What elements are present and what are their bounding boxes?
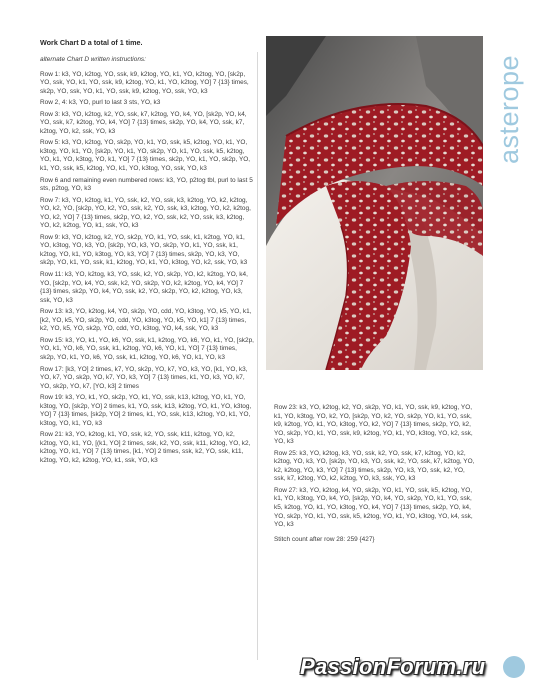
instruction-row: Row 25: k3, YO, k2tog, k3, YO, ssk, k2, YO, ssk, k7, k2tog, YO, k2, k2tog, YO, k3, YO, [sk2p, YO, k3, YO, ssk, k2, YO, ssk, k7, k2tog, YO, k2, k2tog, YO, k3, YO] 7 {13} times, sk2p, YO, k3, YO, ssk, k2, YO, ssk, k7, k2tog, YO, k2, k2tog, YO, k3, ssk, YO, k3 [274, 449, 475, 483]
instruction-row: Row 19: k3, YO, k1, YO, sk2p, YO, k1, YO, ssk, k13, k2tog, YO, k1, YO, k3tog, YO, [sk2p, YO] 2 times, k1, YO, ssk, k13, k2tog, YO, k1, YO, k3tog, YO] 7 {13} times, [sk2p, YO] 2 times, k1, YO, ssk, k13, k2tog, YO, k1, YO, k3tog, YO, k1, YO, k3 [40, 394, 252, 427]
instruction-row: Row 1: k3, YO, k2tog, YO, ssk, k9, k2tog, YO, k1, YO, k2tog, YO, [sk2p, YO, ssk, YO, k1, YO, ssk, k9, k2tog, YO, k1, YO, k2tog, YO] 7 {13} times, sk2p, YO, ssk, YO, k1, YO, ssk, k9, k2tog, YO, ssk, YO, k3 [40, 70, 249, 95]
instruction-row: Row 27: k3, YO, k2tog, k4, YO, sk2p, YO, k1, YO, ssk, k5, k2tog, YO, k1, YO, k3tog, YO, k4, YO, [sk2p, YO, k4, YO, sk2p, YO, k1, YO, ssk, k5, k2tog, YO, k1, YO, k3tog, YO, k4, YO] 7 {13} times, sk2p, YO, k4, YO, sk2p, YO, k1, YO, ssk, k5, k2tog, YO, k1, YO, k3tog, YO, k4, ssk, YO, k3 [274, 486, 473, 529]
pattern-title [494, 14, 524, 164]
right-instructions [274, 404, 478, 547]
instruction-row: Row 5: k3, YO, k2tog, YO, sk2p, YO, k1, YO, ssk, k5, k2tog, YO, k1, YO, k3tog, YO, k1, YO, [sk2p, YO, k1, YO, sk2p, YO, k1, YO, ssk, k5, k2tog, YO, k1, YO, k3tog, YO, k1, YO] 7 {13} times, sk2p, YO, k1, YO, sk2p, YO, k1, YO, ssk, k5, k2tog, YO, k1, YO, k3tog, YO, ssk, YO, k3 [40, 139, 251, 173]
site-watermark: PassionForum.ru [300, 654, 486, 679]
stitch-count: Stitch count after row 28: 259 {427} [274, 535, 375, 543]
instruction-row: Row 21: k3, YO, k2tog, k1, YO, ssk, k2, YO, ssk, k11, k2tog, YO, k2, k2tog, YO, k1, YO, [(k1, YO] 2 times, ssk, k2, YO, ssk, k11, k2tog, YO, k2, k2tog, YO, k1, YO] 7 {13} times, [k1, YO] 2 times, ssk, k2, YO, ssk, k11, k2tog, YO, k2, k2tog, YO, k1, ssk, YO, k3 [40, 431, 251, 464]
instruction-row: Row 3: k3, YO, k2tog, k2, YO, ssk, k7, k2tog, YO, k4, YO, [sk2p, YO, k4, YO, ssk, k7, k2tog, YO, k4, YO] 7 {13} times, sk2p, YO, k4, YO, ssk, k7, k2tog, YO, k2, ssk, YO, k3 [40, 110, 247, 135]
instruction-row: Row 6 and remaining even numbered rows: k3, YO, p2tog tbl, purl to last 5 sts, p2tog, YO, k3 [40, 176, 253, 193]
instruction-row: Row 9: k3, YO, k2tog, k2, YO, sk2p, YO, k1, YO, ssk, k1, k2tog, YO, k1, YO, k3tog, YO, k3, YO, [sk2p, YO, k3, YO, sk2p, YO, k1, YO, ssk, k1, k2tog, YO, k1, YO, k3tog, YO, k3, YO] 7 {13} times, sk2p, YO, k3, YO, sk2p, YO, k1, YO, ssk, k1, k2tog, YO, k1, YO, k3tog, YO, k2, ssk, YO, k3 [40, 233, 248, 267]
instruction-row: Row 23: k3, YO, k2tog, k2, YO, sk2p, YO, k1, YO, ssk, k9, k2tog, YO, k1, YO, k3tog, YO, k2, YO, [sk2p, YO, k2, YO, sk2p, YO, k1, YO, ssk, k9, k2tog, YO, k1, YO, k3tog, YO, k2, YO] 7 {13} times, sk2p, YO, k2, YO, sk2p, YO, k1, YO, ssk, k9, k2tog, YO, k1, YO, k3tog, YO, k2, ssk, YO, k3 [274, 404, 473, 446]
pattern-title-text: asterope [494, 54, 524, 164]
chart-heading: Work Chart D a total of 1 time. [40, 38, 143, 47]
instruction-row: Row 15: k3, YO, k1, YO, k6, YO, ssk, k1, k2tog, YO, k6, YO, k1, YO, [sk2p, YO, k1, YO, k6, YO, ssk, k1, k2tog, YO, k6, YO, k1, YO] 7 {13} times, sk2p, YO, k1, YO, k6, YO, ssk, k1, k2tog, YO, k6, YO, k1, YO, k3 [40, 336, 254, 361]
instruction-row: Row 7: k3, YO, k2tog, k1, YO, ssk, k2, YO, ssk, k3, k2tog, YO, k2, k2tog, YO, k2, YO, [sk2p, YO, k2, YO, ssk, k2, YO, ssk, k3, k2tog, YO, k2, k2tog, YO, k2, YO] 7 {13} times, sk2p, YO, k2, YO, ssk, k2, YO, ssk, k3, k2tog, YO, k2, k2tog, YO, k1, ssk, YO, k3 [40, 196, 251, 230]
page-marker-dot [503, 656, 525, 678]
shawl-photo [266, 36, 483, 370]
instruction-row: Row 2, 4: k3, YO, purl to last 3 sts, YO, k3 [40, 99, 161, 107]
instruction-row: Row 13: k3, YO, k2tog, k4, YO, sk2p, YO, cdd, YO, k3tog, YO, k5, YO, k1, [k2, YO, k5, YO, sk2p, YO, cdd, YO, k3tog, YO, k5, YO, k1] 7 {13} times, k2, YO, k5, YO, sk2p, YO, cdd, YO, k3tog, YO, k4, ssk, YO, k3 [40, 308, 252, 333]
left-instructions [40, 56, 254, 469]
instruction-row: Row 11: k3, YO, k2tog, k3, YO, ssk, k2, YO, sk2p, YO, k2, k2tog, YO, k4, YO, [sk2p, YO, k4, YO, ssk, k2, YO, sk2p, YO, k2, k2tog, YO, k4, YO] 7 {13} times, sk2p, YO, k4, YO, ssk, k2, YO, sk2p, YO, k2, k2tog, YO, k3, ssk, YO, k3 [40, 271, 248, 304]
alternate-title: alternate Chart D written instructions: [40, 56, 146, 63]
instruction-row: Row 17: [k3, YO] 2 times, k7, YO, sk2p, YO, k7, YO, k3, YO, [k1, YO, k3, YO, k7, YO, sk2p, YO, k7, YO, k3, YO] 7 {13} times, k1, YO, k3, YO, k7, YO, sk2p, YO, k7, [YO, k3] 2 times [40, 365, 248, 390]
